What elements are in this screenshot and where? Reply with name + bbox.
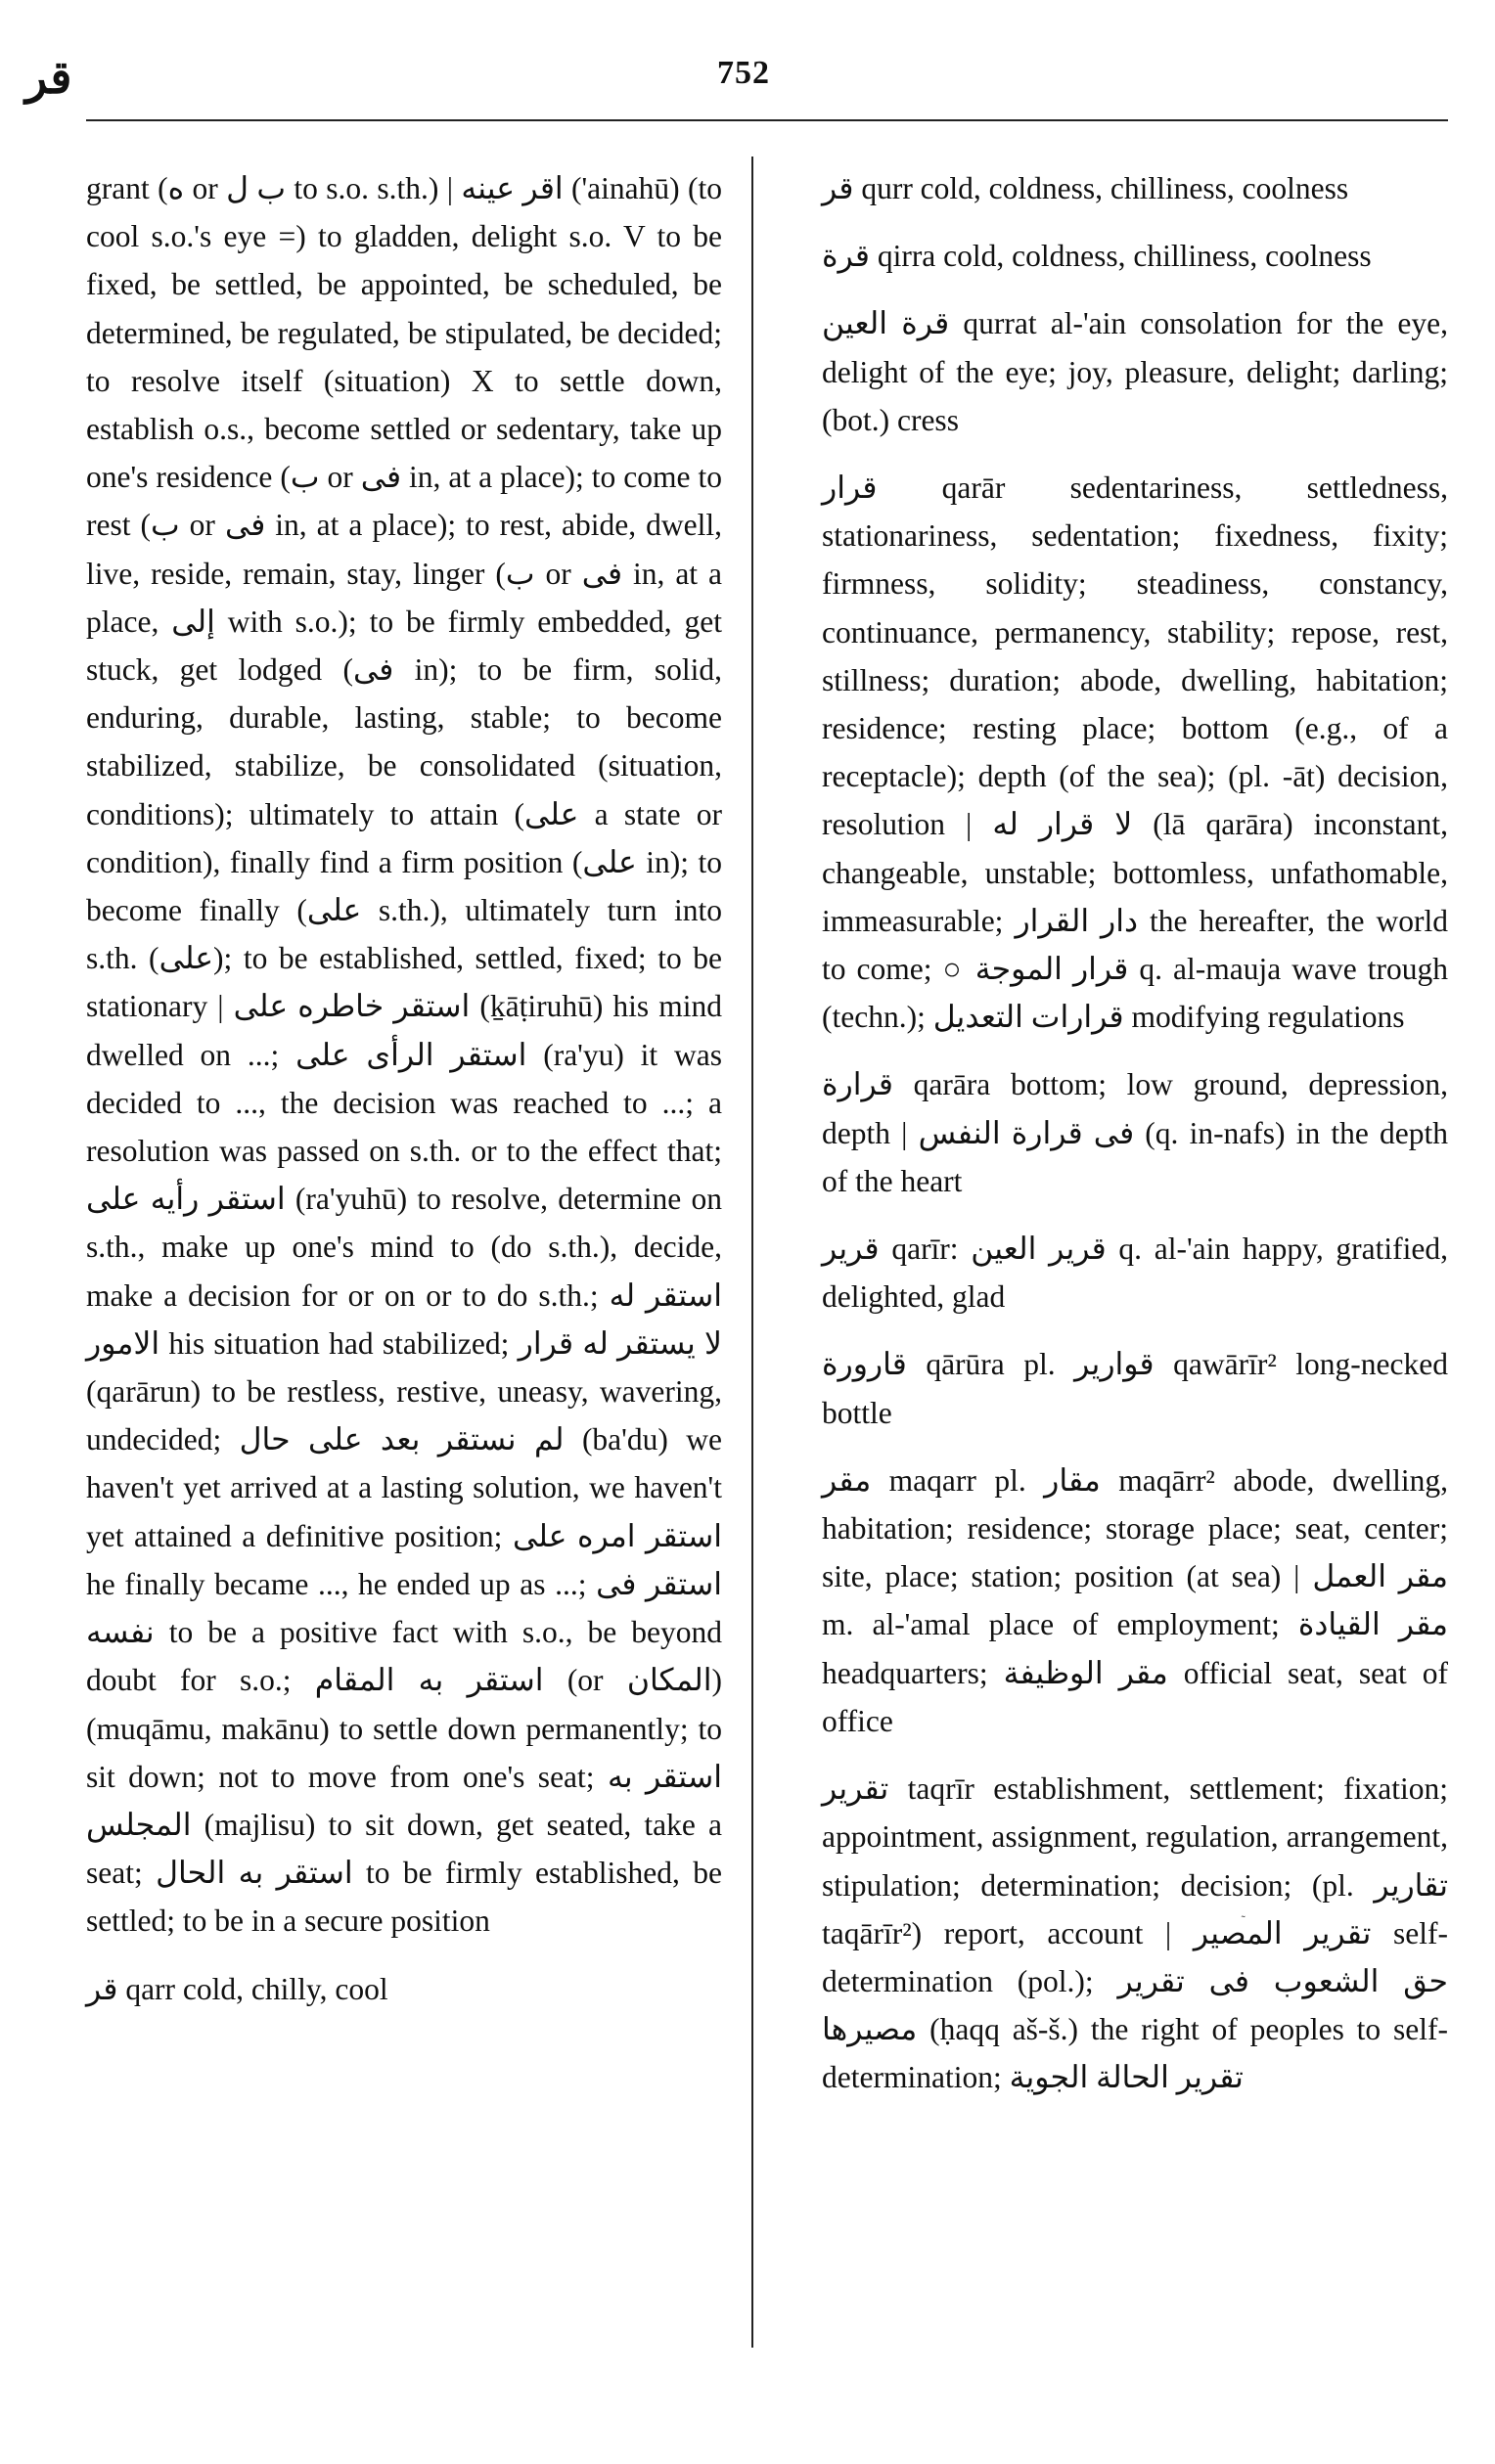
entry-continuation [86,164,722,1946]
entry-text: قرار qarār sedentariness, settledness, stationariness, sedentation; fixedness, fixity; firmness, solidity; steadiness, constancy, continuance, permanency, stability; repose, rest, stillness; duration; abode, dwelling, habitation; residence; resting place; bottom (e.g., of a receptacle); depth (of the sea); (pl. -āt) decision, resolution | لا قرار له (lā qarāra) inconstant, changeable, unstable; bottomless, unfathomable, immeasurable; دار القرار the hereafter, the world to come; ○ قرار الموجة q. al-mauja wave trough (techn.); قرارات التعديل modifying regulations [822,470,1449,1035]
entry-maqarr [822,1456,1448,1745]
entry-text: مقر maqarr pl. مقار maqārr² abode, dwelling, habitation; residence; storage place; seat, center; site, place; station; position (at sea) | مقر العمل m. al-'amal place of employment; مقر القيادة headquarters; مقر الوظيفة official seat, seat of office [822,1462,1448,1738]
entry-text: قارورة qārūra pl. قوارير qawārīr² long-necked bottle [822,1347,1448,1430]
entry-qirra [822,232,1448,280]
entry-qurr [822,164,1448,212]
left-column [86,164,722,2033]
column-divider [751,157,753,2348]
entry-qarr [86,1965,722,2013]
entry-qarir [822,1225,1448,1321]
entry-text: قر qarr cold, chilly, cool [86,1971,388,2006]
entry-qarara [822,1060,1448,1205]
header-rule [86,119,1448,121]
page-number: 752 [717,55,770,91]
entry-qarar [822,464,1448,1041]
entry-text: قرارة qarāra bottom; low ground, depression, depth | فى قرارة النفس (q. in-nafs) in the depth of the heart [822,1067,1448,1198]
entry-text: قرير qarīr: قرير العين q. al-'ain happy, gratified, delighted, glad [822,1232,1449,1315]
entry-text: قر qurr cold, coldness, chilliness, coolness [822,171,1349,205]
entry-text: قرة qirra cold, coldness, chilliness, coolness [822,239,1372,274]
entry-text: grant (ه or ب ل to s.o. s.th.) | اقر عينه ('ainahū) (to cool s.o.'s eye =) to gladden, delight s.o. V to be fixed, be settled, be appointed, be scheduled, be determined, be regulated, be stipulated, be decided; to resolve itself (situation) X to settle down, establish o.s., become settled or sedentary, take up one's residence (ب or فى in, at a place); to come to rest (ب or فى in, at a place); to rest, abide, dwell, live, reside, remain, stay, linger (ب or فى in, at a place, إلى with s.o.); to be firmly embedded, get stuck, get lodged (فى in); to be firm, solid, enduring, durable, lasting, stable; to become stabilized, stabilize, be consolidated (situation, conditions); ultimately to attain (على a state or condition), finally find a firm position (على in); to become finally (على s.th.), ultimately turn into s.th. (على); to be established, settled, fixed; to be stationary | استقر خاطره على (ḵāṭiruhū) his mind dwelled on ...; استقر الرأى على (ra'yu) it was decided to ..., the decision was reached to ...; a resolution was passed on s.th. or to the effect that; استقر رأيه على (ra'yuhū) to resolve, determine on s.th., make up one's mind to (do s.th.), decide, make a decision for or on or to do s.th.; استقر له الامور his situation had stabilized; لا يستقر له قرار (qarārun) to be restless, restive, uneasy, wavering, undecided; لم نستقر بعد على حال (ba'du) we haven't yet arrived at a lasting solution, we haven't yet attained a definitive position; استقر امره على he finally became ..., he ended up as ...; استقر فى نفسه to be a positive fact with s.o., be beyond doubt for s.o.; استقر به المقام (or المكان) (muqāmu, makānu) to settle down permanently; to sit down; not to move from one's seat; استقر به المجلس (majlisu) to sit down, get seated, take a seat; استقر به الحال to be firmly established, be settled; to be in a secure position [86,171,723,1939]
entry-taqrir [822,1765,1448,2101]
entry-text: تقرير taqrīr establishment, settlement; fixation; appointment, assignment, regulation, arrangement, stipulation; determination; decision; (pl. تقارير taqārīr²) report, account | تقرير المصير self-determination (pol.); حق الشعوب فى تقرير مصيرها (ḥaqq aš-š.) the right of peoples to self-determination; تقرير الحالة الجوية [822,1771,1448,2095]
entry-qurrat-al-ain [822,299,1448,444]
entry-qarura [822,1340,1448,1436]
running-head: قر [25,53,72,103]
entry-text: قرة العين qurrat al-'ain consolation for the eye, delight of the eye; joy, pleasure, delight; darling; (bot.) cress [822,306,1448,437]
right-column [822,164,1448,2122]
